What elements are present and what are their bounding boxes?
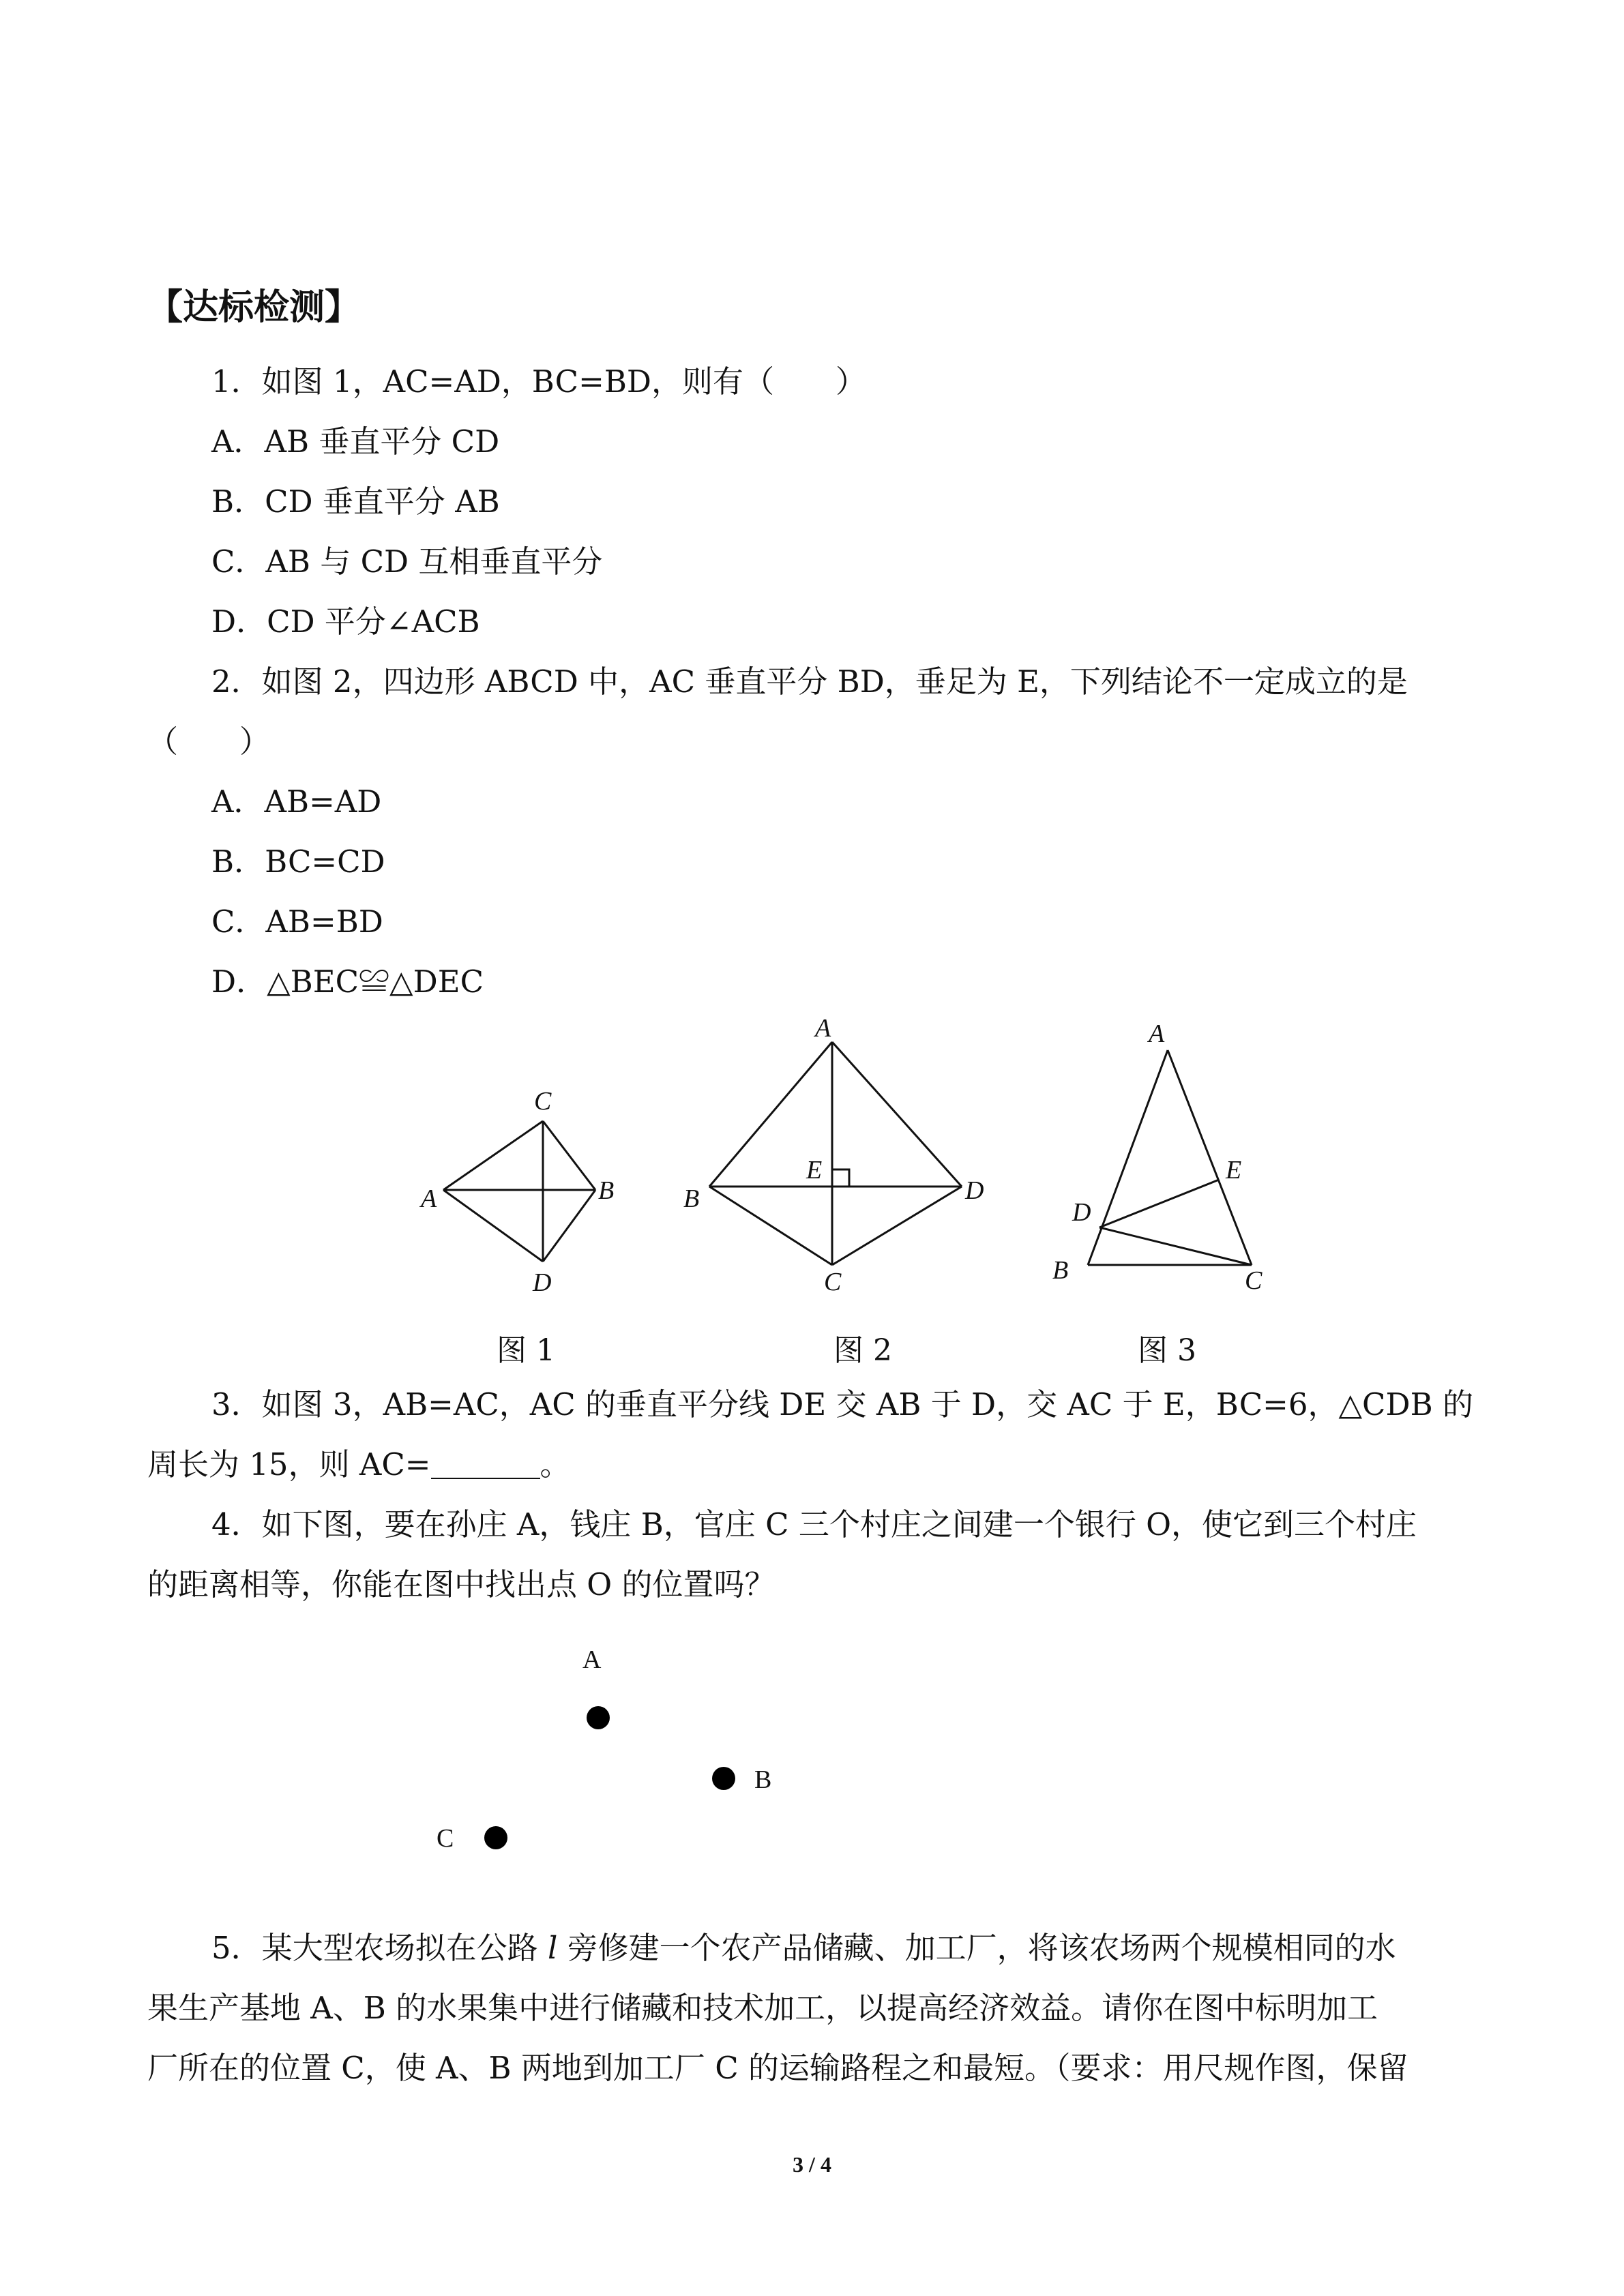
village-c-label: C: [437, 1824, 454, 1853]
q5-line3: 厂所在的位置 C，使 A、B 两地到加工厂 C 的运输路程之和最短。（要求：用尺规作图，保留: [147, 2050, 1408, 2086]
figure-2-caption: 图 2: [833, 1333, 892, 1368]
q2-option-b: B．BC=CD: [211, 844, 385, 880]
q4-line1: 4．如下图，要在孙庄 A，钱庄 B，官庄 C 三个村庄之间建一个银行 O，使它到三个村庄: [211, 1506, 1417, 1542]
figure-1-diagram: [443, 1121, 595, 1262]
section-heading: 【达标检测】: [147, 287, 361, 328]
figure-3-caption: 图 3: [1138, 1333, 1196, 1368]
q3-line2-text: 周长为 15，则 AC=: [147, 1446, 431, 1482]
q1-option-b: B．CD 垂直平分 AB: [211, 483, 500, 520]
q1-option-a: A．AB 垂直平分 CD: [211, 423, 500, 460]
page-number: 3 / 4: [793, 2152, 831, 2177]
q2-stem-line2: （ ）: [147, 724, 271, 760]
q3-line2-end: 。: [540, 1446, 571, 1482]
q2-option-a: A．AB=AD: [211, 784, 382, 820]
village-a-label: A: [582, 1645, 602, 1674]
fig3-label-c: C: [1245, 1266, 1263, 1295]
q1-option-d: D．CD 平分∠ACB: [211, 603, 480, 640]
q2-stem-line1: 2．如图 2，四边形 ABCD 中，AC 垂直平分 BD，垂足为 E，下列结论不一定成立的是: [211, 664, 1408, 700]
q1-stem: 1．如图 1，AC=AD，BC=BD，则有（ ）: [211, 363, 866, 400]
fig2-label-d: D: [965, 1176, 984, 1205]
q4-line2: 的距离相等，你能在图中找出点 O 的位置吗？: [147, 1566, 776, 1602]
figure-2-diagram: [709, 1042, 962, 1265]
q2-option-d: D．△BEC≌△DEC: [211, 964, 484, 1000]
q1-option-c: C．AB 与 CD 互相垂直平分: [211, 543, 603, 580]
fig1-label-c: C: [534, 1087, 552, 1116]
fig2-label-c: C: [824, 1268, 842, 1296]
q5-line1: [211, 1928, 1396, 1969]
village-a-dot: [587, 1706, 610, 1729]
fig1-label-b: B: [598, 1176, 615, 1205]
fig2-label-b: B: [683, 1184, 700, 1213]
village-b-dot: [712, 1767, 735, 1790]
fig1-label-d: D: [533, 1268, 552, 1297]
fig3-label-d: D: [1072, 1198, 1091, 1227]
q5-line2: 果生产基地 A、B 的水果集中进行储藏和技术加工，以提高经济效益。请你在图中标明加工: [147, 1990, 1378, 2026]
q3-line2: [147, 1444, 571, 1485]
fig2-label-a: A: [815, 1014, 831, 1043]
q2-option-c: C．AB=BD: [211, 904, 383, 940]
fig3-label-a: A: [1149, 1019, 1165, 1048]
fig1-label-a: A: [421, 1184, 437, 1213]
fig2-label-e: E: [806, 1156, 823, 1184]
fig3-label-b: B: [1052, 1256, 1069, 1285]
fig3-label-e: E: [1226, 1156, 1242, 1184]
figure-1-caption: 图 1: [497, 1333, 555, 1368]
q5-line1-post: 旁修建一个农产品储藏、加工厂，将该农场两个规模相同的水: [557, 1930, 1396, 1966]
q3-line1: 3．如图 3，AB=AC，AC 的垂直平分线 DE 交 AB 于 D，交 AC 于 E，BC=6，△CDB 的: [211, 1386, 1473, 1422]
answer-blank: [431, 1450, 540, 1479]
village-c-dot: [484, 1826, 507, 1849]
q5-road-variable: l: [547, 1930, 558, 1966]
q5-line1-pre: 5．某大型农场拟在公路: [211, 1930, 548, 1966]
village-b-label: B: [754, 1765, 772, 1794]
